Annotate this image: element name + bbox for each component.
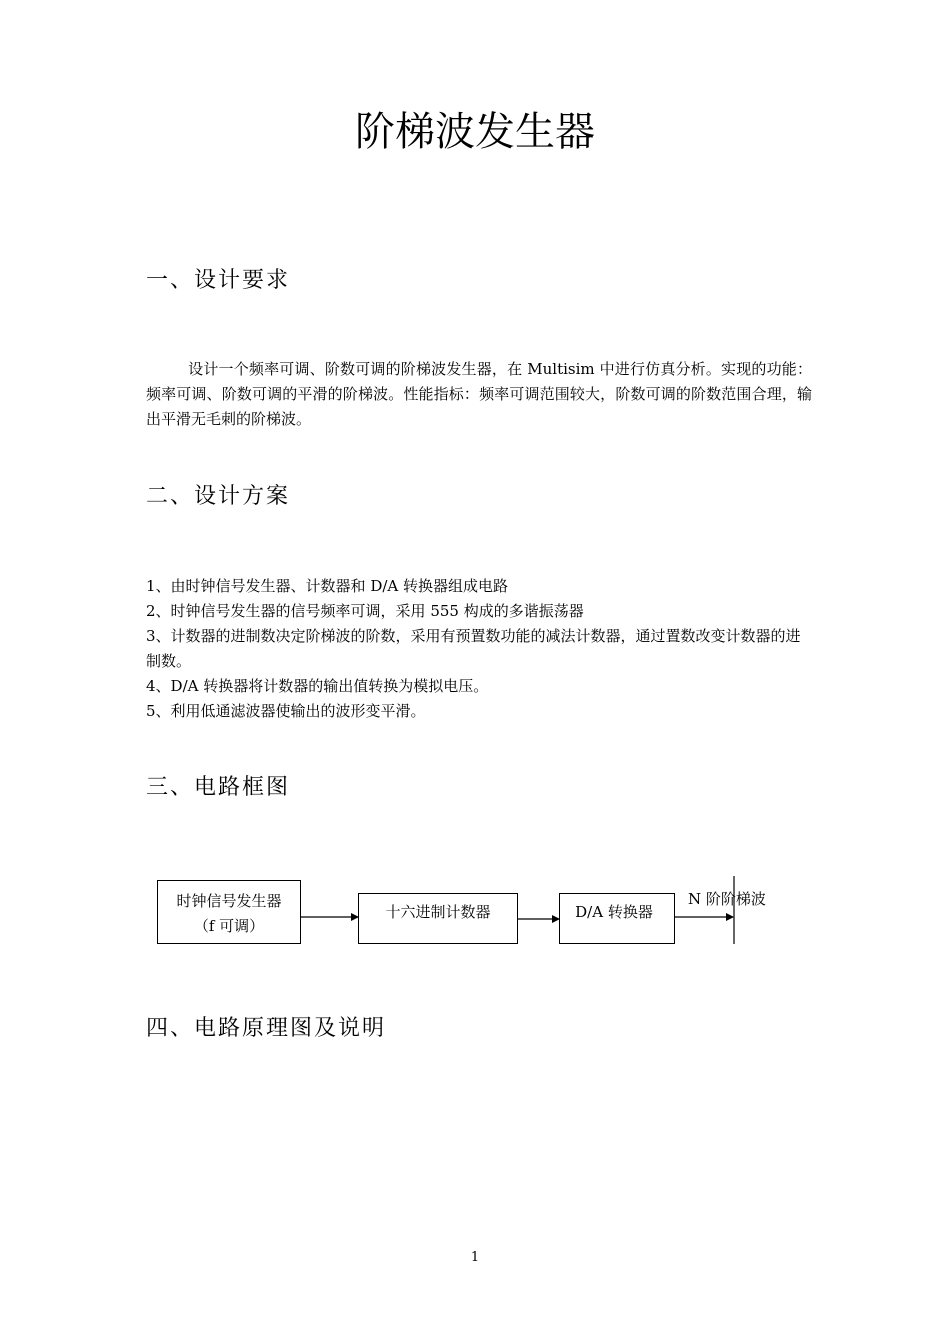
output-label: N 阶阶梯波 bbox=[688, 890, 766, 908]
page-number: 1 bbox=[470, 1250, 480, 1265]
document-title: 阶梯波发生器 bbox=[355, 109, 595, 155]
section-heading-block-diagram: 三、电路框图 bbox=[146, 775, 291, 800]
section-heading-design-plan: 二、设计方案 bbox=[146, 484, 291, 509]
list-item: 3、计数器的进制数决定阶梯波的阶数，采用有预置数功能的减法计数器，通过置数改变计数器的进制数。 bbox=[146, 627, 801, 670]
dac-label: D/A 转换器 bbox=[575, 903, 653, 921]
circuit-block-diagram bbox=[0, 860, 950, 960]
hex-counter-label: 十六进制计数器 bbox=[385, 903, 491, 921]
section-heading-schematic: 四、电路原理图及说明 bbox=[146, 1016, 387, 1041]
list-item: 4、D/A 转换器将计数器的输出值转换为模拟电压。 bbox=[146, 677, 489, 695]
list-item: 1、由时钟信号发生器、计数器和 D/A 转换器组成电路 bbox=[146, 577, 508, 595]
requirements-text: 设计一个频率可调、阶数可调的阶梯波发生器，在 Multisim 中进行仿真分析。实现的功能：频率可调、阶数可调的平滑的阶梯波。性能指标：频率可调范围较大，阶数可调的阶数范围合理，输出平滑无毛刺的阶梯波。 bbox=[146, 360, 812, 428]
list-item: 2、时钟信号发生器的信号频率可调，采用 555 构成的多谐振荡器 bbox=[146, 602, 584, 620]
clock-generator-sublabel: （f 可调） bbox=[193, 917, 265, 935]
list-item: 5、利用低通滤波器使输出的波形变平滑。 bbox=[146, 702, 426, 720]
clock-generator-label: 时钟信号发生器 bbox=[176, 892, 282, 910]
design-plan-list bbox=[146, 574, 812, 724]
section-heading-requirements: 一、设计要求 bbox=[146, 268, 291, 293]
requirements-paragraph bbox=[146, 357, 812, 432]
